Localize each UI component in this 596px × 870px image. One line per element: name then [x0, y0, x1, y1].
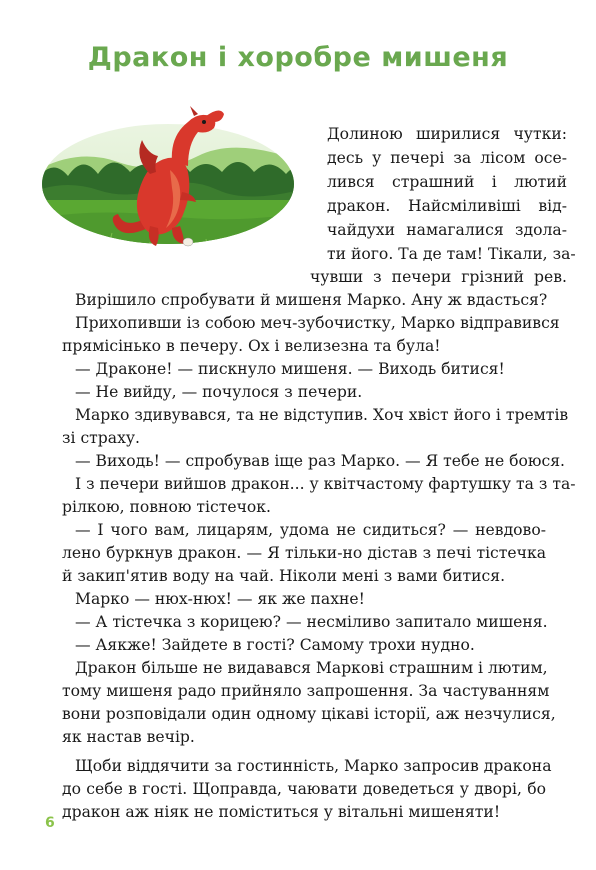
text-line: зі страху. — [62, 429, 141, 447]
intro-line: Долиною ширилися чутки: — [327, 125, 567, 143]
text-line: вони розповідали один одному цікаві історії, аж незчулися, — [62, 705, 556, 723]
dragon-illustration — [38, 100, 308, 260]
text-line: — І чого вам, лицарям, удома не сидиться? — невдово- — [75, 521, 546, 539]
text-line: Щоби віддячити за гостинність, Марко запросив дракона — [75, 757, 552, 775]
text-line: Марко здивувався, та не відступив. Хоч хвіст його і тремтів — [75, 406, 569, 424]
text-line: Прихопивши із собою меч-зубочистку, Марко відправився — [75, 314, 560, 332]
text-line: Марко — нюх-нюх! — як же пахне! — [75, 590, 365, 608]
text-line: дракон аж ніяк не поміститься у вітальні мишеняти! — [62, 803, 501, 821]
intro-line: десь у печері за лісом осе- — [327, 149, 567, 167]
text-line: лено буркнув дракон. — Я тільки-но дістав з печі тістечка — [62, 544, 546, 562]
intro-line: лився страшний і лютий — [327, 173, 567, 191]
dragon-icon — [38, 100, 308, 260]
intro-line: дракон. Найсміливіші від- — [327, 197, 567, 215]
page-title: Дракон і хоробре мишеня — [87, 42, 509, 73]
text-line: як настав вечір. — [62, 728, 195, 746]
text-line: — Виходь! — спробував іще раз Марко. — Я тебе не боюся. — [75, 452, 566, 470]
text-line: — Аякже! Зайдете в гості? Самому трохи нудно. — [75, 636, 475, 654]
text-line: І з печери вийшов дракон... у квітчастому фартушку та з та- — [75, 475, 576, 493]
intro-line: чувши з печери грізний рев. — [310, 268, 567, 286]
text-line: тому мишеня радо прийняло запрошення. За частуванням — [62, 682, 550, 700]
text-line: Вирішило спробувати й мишеня Марко. Ану ж вдасться? — [75, 291, 548, 309]
text-line: — А тістечка з корицею? — несміливо запитало мишеня. — [75, 613, 548, 631]
text-line: — Драконе! — пискнуло мишеня. — Виходь битися! — [75, 360, 505, 378]
text-line: й закип'ятив воду на чай. Ніколи мені з вами битися. — [62, 567, 506, 585]
text-line: до себе в гості. Щоправда, чаювати доведеться у дворі, бо — [62, 780, 546, 798]
page-number: 6 — [45, 815, 55, 831]
text-line: — Не вийду, — почулося з печери. — [75, 383, 363, 401]
text-line: прямісінько в печеру. Ох і велизезна та була! — [62, 337, 441, 355]
text-line: Дракон більше не видавався Маркові страшним і лютим, — [75, 659, 548, 677]
intro-line: ти його. Та де там! Тікали, за- — [327, 245, 576, 263]
intro-line: чайдухи намагалися здола- — [327, 221, 567, 239]
text-line: рілкою, повною тістечок. — [62, 498, 271, 516]
